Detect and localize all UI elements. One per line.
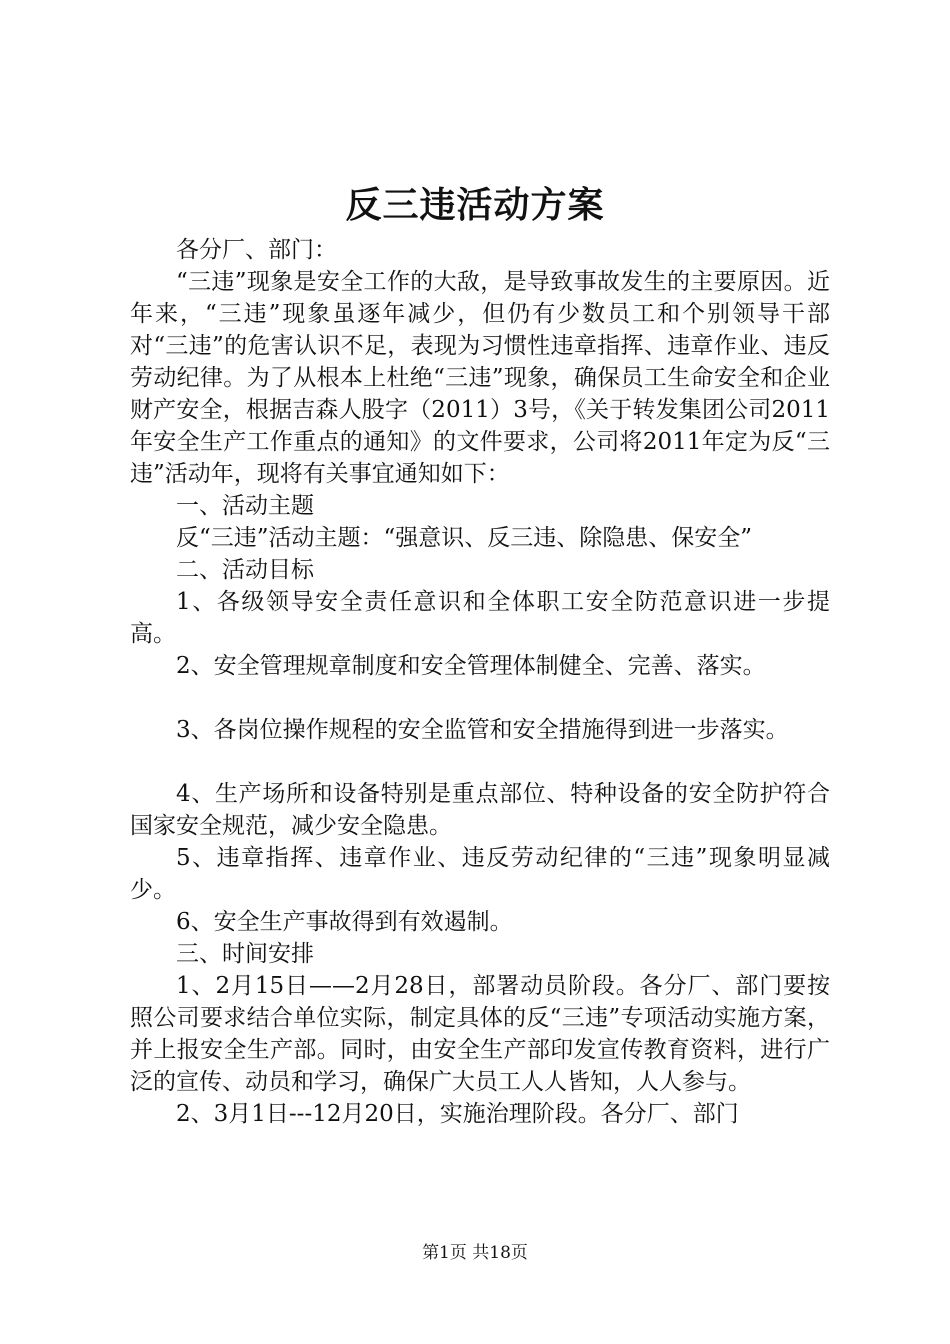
- section-heading-theme: 一、活动主题: [176, 493, 314, 519]
- schedule-item-2: 2、3月1日---12月20日，实施治理阶段。各分厂、部门: [176, 1101, 739, 1127]
- intro-paragraph: “三违”现象是安全工作的大敌，是导致事故发生的主要原因。近年来，“三违”现象虽逐年减少，但仍有少数员工和个别领导干部对“三违”的危害认识不足，表现为习惯性违章指挥、违章作业、违反劳动纪律。为了从根本上杜绝“三违”现象，确保员工生命安全和企业财产安全，根据吉森人股字（2011）3号，《关于转发集团公司2011年安全生产工作重点的通知》的文件要求，公司将2011年定为反“三违”活动年，现将有关事宜通知如下：: [130, 269, 830, 487]
- theme-paragraph: 反“三违”活动主题：“强意识、反三违、除隐患、保安全”: [176, 525, 753, 551]
- salutation: 各分厂、部门：: [176, 237, 337, 263]
- goal-item-2: 2、安全管理规章制度和安全管理体制健全、完善、落实。: [176, 653, 766, 679]
- section-heading-goals: 二、活动目标: [176, 557, 314, 583]
- goal-item-3: 3、各岗位操作规程的安全监管和安全措施得到进一步落实。: [176, 717, 789, 743]
- document-title: 反三违活动方案: [345, 184, 605, 226]
- schedule-item-1: 1、2月15日——2月28日，部署动员阶段。各分厂、部门要按照公司要求结合单位实际，制定具体的反“三违”专项活动实施方案，并上报安全生产部。同时，由安全生产部印发宣传教育资料，进行广泛的宣传、动员和学习，确保广大员工人人皆知，人人参与。: [130, 973, 830, 1095]
- goal-item-5: 5、违章指挥、违章作业、违反劳动纪律的“三违”现象明显减少。: [130, 845, 830, 903]
- section-heading-schedule: 三、时间安排: [176, 941, 314, 967]
- page-footer: 第1页 共18页: [422, 1243, 528, 1263]
- goal-item-4: 4、生产场所和设备特别是重点部位、特种设备的安全防护符合国家安全规范，减少安全隐患。: [130, 781, 830, 839]
- goal-item-1: 1、各级领导安全责任意识和全体职工安全防范意识进一步提高。: [130, 589, 830, 647]
- document-body: [130, 234, 830, 1130]
- goal-item-6: 6、安全生产事故得到有效遏制。: [176, 909, 513, 935]
